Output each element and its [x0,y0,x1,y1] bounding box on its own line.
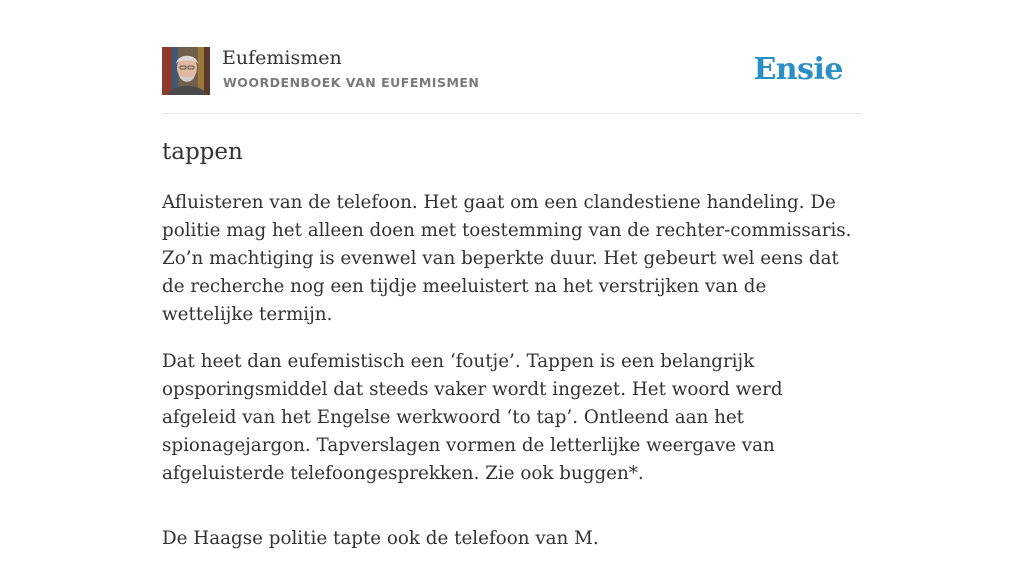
author-portrait-icon [162,47,210,95]
dictionary-subtitle: WOORDENBOEK VAN EUFEMISMEN [223,75,480,90]
header [162,0,862,114]
example-paragraph: De Haagse politie tapte ook de telefoon van M. [162,528,599,549]
page [162,0,862,549]
ensie-logo[interactable]: Ensie [753,52,843,87]
definition-paragraph: Afluisteren van de telefoon. Het gaat om een clandestiene handeling. De politie mag het alleen doen met toestemming van de rechter-commissaris. Zo’n machtiging is evenwel van beperkte duur. Het gebeurt wel eens dat de recherche nog een tijdje meeluistert na het verstrijken van de wettelijke termijn. [162,192,852,325]
author-name[interactable]: Eufemismen [222,47,342,69]
entry-body [162,189,862,572]
explanation-paragraph: Dat heet dan eufemistisch een ‘foutje’. Tappen is een belangrijk opsporingsmiddel dat steeds vaker wordt ingezet. Het woord werd afgeleid van het Engelse werkwoord ‘to tap’. Ontleend aan het spionagejargon. Tapverslagen vormen de letterlijke weergave van afgeluisterde telefoongesprekken. Zie ook buggen*. [162,351,783,484]
entry-term: tappen [162,139,243,165]
avatar[interactable] [162,47,210,95]
